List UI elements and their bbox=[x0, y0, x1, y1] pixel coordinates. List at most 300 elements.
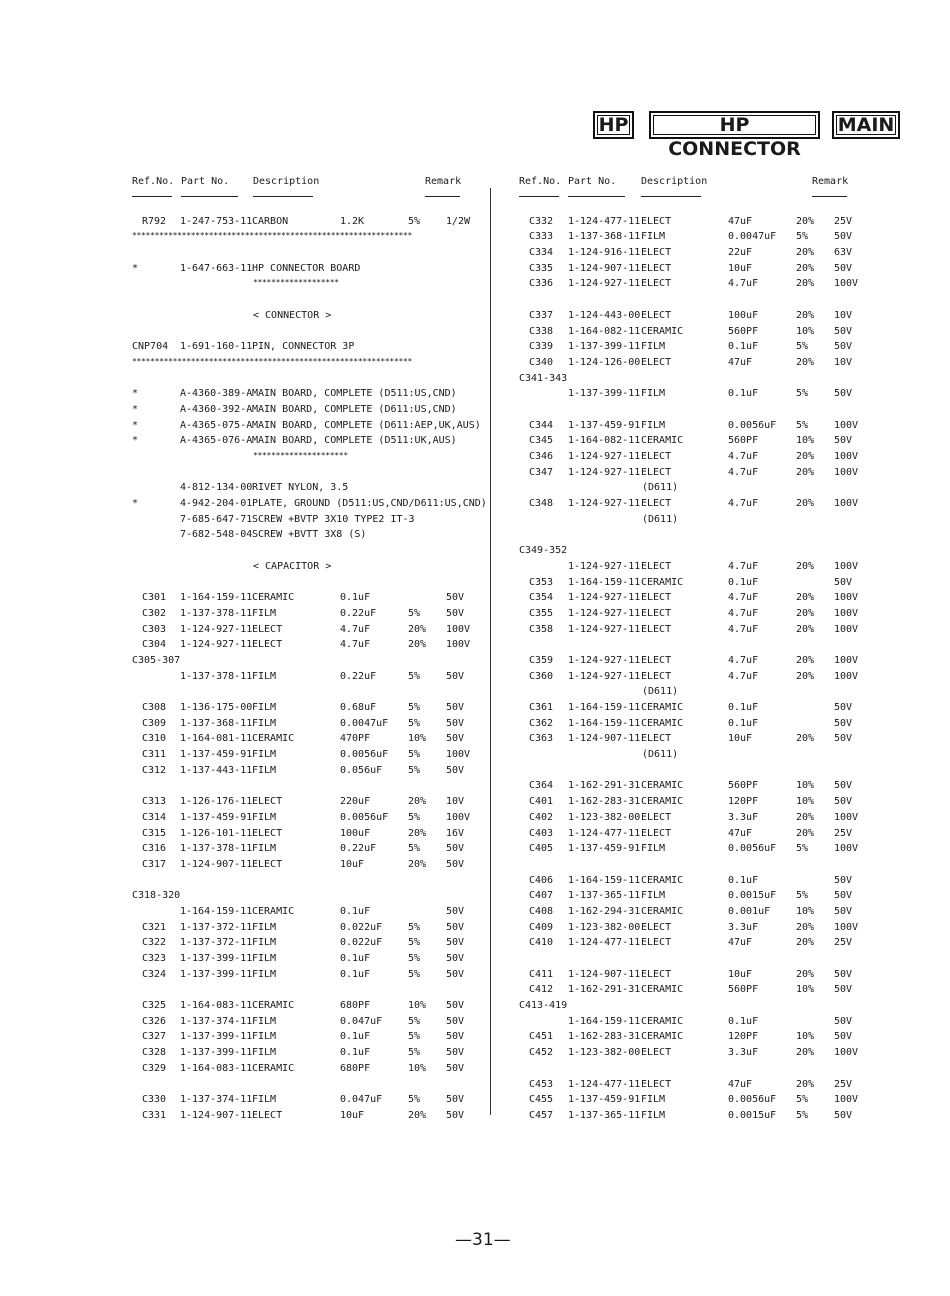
table-row bbox=[132, 796, 477, 812]
row-value: 120PF bbox=[728, 796, 759, 808]
row-rating: 100V bbox=[834, 592, 859, 604]
row-value: 0.1uF bbox=[340, 968, 371, 980]
row-ref: C361 bbox=[529, 702, 554, 713]
row-part-no: 1-164-159-11 bbox=[568, 576, 641, 588]
row-ref: C413-419 bbox=[519, 1000, 568, 1012]
row-description: FILM bbox=[641, 890, 666, 902]
header-underline bbox=[132, 196, 172, 197]
row-description: FILM bbox=[252, 1015, 277, 1027]
row-description: ELECT bbox=[641, 623, 672, 635]
row-ref: C330 bbox=[142, 1094, 167, 1106]
table-row bbox=[519, 1016, 864, 1032]
row-description: ELECT bbox=[252, 858, 283, 870]
row-value: 0.0015uF bbox=[728, 1109, 777, 1121]
table-row bbox=[132, 906, 477, 922]
separator-stars bbox=[132, 451, 477, 467]
row-value: 0.1uF bbox=[340, 592, 371, 604]
table-row bbox=[132, 969, 477, 985]
row-tolerance: 20% bbox=[796, 466, 815, 478]
row-value: 0.1uF bbox=[728, 388, 759, 400]
row-description: CERAMIC bbox=[252, 592, 295, 604]
row-description: ELECT bbox=[641, 247, 672, 259]
row-ref: C302 bbox=[142, 607, 167, 619]
row-ref: C401 bbox=[529, 796, 554, 808]
table-row bbox=[519, 671, 864, 687]
row-value: 3.3uF bbox=[728, 811, 759, 823]
row-tolerance: 20% bbox=[408, 623, 427, 635]
row-ref: C329 bbox=[142, 1062, 167, 1074]
row-ref: C345 bbox=[529, 435, 554, 447]
row-part-no: 1-124-927-11 bbox=[568, 592, 641, 604]
row-tolerance: 5% bbox=[408, 1015, 421, 1027]
row-value: 4.7uF bbox=[728, 278, 759, 290]
table-row bbox=[132, 1000, 477, 1016]
row-tolerance: 20% bbox=[796, 262, 815, 274]
row-description: ELECT bbox=[252, 796, 283, 808]
row-ref: C451 bbox=[529, 1031, 554, 1043]
table-row bbox=[519, 1110, 864, 1126]
row-tolerance: 5% bbox=[796, 843, 809, 855]
row-description: ELECT bbox=[641, 498, 672, 510]
row-ref: C313 bbox=[142, 796, 167, 808]
row-part-no: 1-123-382-00 bbox=[568, 921, 641, 933]
row-description: MAIN BOARD, COMPLETE (D511:UK,AUS) bbox=[252, 435, 457, 447]
row-description: FILM bbox=[252, 1031, 277, 1043]
row-ref: C341-343 bbox=[519, 372, 568, 384]
row-tolerance: 5% bbox=[408, 1031, 421, 1043]
row-tolerance: 20% bbox=[796, 670, 815, 682]
row-rating: 100V bbox=[834, 654, 859, 666]
row-part-no: 1-137-378-11 bbox=[180, 607, 253, 619]
row-rating: 10V bbox=[834, 309, 853, 321]
row-part-no: 1-123-382-00 bbox=[568, 1047, 641, 1059]
table-row bbox=[519, 341, 864, 357]
row-rating: 50V bbox=[834, 984, 853, 996]
table-row bbox=[132, 529, 477, 545]
row-part-no: 1-126-176-11 bbox=[180, 796, 253, 808]
blank-spacer bbox=[519, 1063, 864, 1079]
table-row bbox=[519, 984, 864, 1000]
table-row bbox=[132, 828, 477, 844]
row-value: 3.3uF bbox=[728, 1047, 759, 1059]
table-row bbox=[519, 890, 864, 906]
row-ref: C323 bbox=[142, 953, 167, 964]
row-description: CERAMIC bbox=[641, 435, 684, 447]
tab-hp-connector: HP CONNECTOR bbox=[649, 111, 820, 139]
row-rating: 25V bbox=[834, 1078, 853, 1090]
table-row bbox=[519, 451, 864, 467]
row-description: CERAMIC bbox=[641, 1031, 684, 1043]
table-row bbox=[132, 1094, 477, 1110]
row-ref: C457 bbox=[529, 1109, 554, 1121]
row-rating: 100V bbox=[834, 498, 859, 510]
row-value: 0.0047uF bbox=[340, 717, 389, 729]
row-part-no: 1-162-291-31 bbox=[568, 984, 641, 996]
row-rating: 50V bbox=[834, 702, 853, 713]
row-ref: C327 bbox=[142, 1031, 167, 1043]
row-rating: 50V bbox=[834, 968, 853, 980]
row-ref: C308 bbox=[142, 702, 167, 713]
row-value: 4.7uF bbox=[728, 466, 759, 478]
row-ref: C332 bbox=[529, 215, 554, 227]
row-rating: 50V bbox=[834, 717, 853, 729]
row-ref: C314 bbox=[142, 811, 167, 823]
row-ref: C349-352 bbox=[519, 545, 568, 557]
table-row bbox=[519, 514, 864, 530]
row-ref: C315 bbox=[142, 827, 167, 839]
row-value: 0.22uF bbox=[340, 843, 377, 855]
row-description: ELECT bbox=[252, 1109, 283, 1121]
row-value: 0.0056uF bbox=[728, 843, 777, 855]
row-part-no: 1-137-459-91 bbox=[180, 811, 253, 823]
row-tolerance: 20% bbox=[408, 1109, 427, 1121]
table-row bbox=[132, 922, 477, 938]
row-tolerance: 20% bbox=[796, 247, 815, 259]
row-tolerance: 20% bbox=[796, 811, 815, 823]
row-description: ELECT bbox=[641, 937, 672, 949]
blank-spacer bbox=[132, 686, 477, 702]
row-value: 0.1uF bbox=[340, 905, 371, 917]
row-description: CERAMIC bbox=[641, 1015, 684, 1027]
table-row bbox=[519, 1031, 864, 1047]
row-ref: C412 bbox=[529, 984, 554, 996]
blank-spacer bbox=[519, 200, 864, 216]
row-rating: 1/2W bbox=[446, 215, 471, 227]
row-part-no: 1-164-082-11 bbox=[568, 325, 641, 337]
row-part-no: 1-126-101-11 bbox=[180, 827, 253, 839]
row-ref: * bbox=[132, 403, 139, 415]
row-tolerance: 5% bbox=[408, 968, 421, 980]
row-rating: 100V bbox=[834, 811, 859, 823]
separator-text: ************************************************************** bbox=[132, 356, 413, 366]
row-value: 0.1uF bbox=[728, 874, 759, 886]
table-row bbox=[519, 482, 864, 498]
row-rating: 50V bbox=[834, 890, 853, 902]
row-tolerance: 5% bbox=[408, 749, 421, 761]
table-row bbox=[132, 482, 477, 498]
row-description: ELECT bbox=[641, 592, 672, 604]
row-description: FILM bbox=[641, 231, 666, 243]
blank-spacer bbox=[519, 639, 864, 655]
row-part-no: 1-136-175-00 bbox=[180, 702, 253, 713]
table-row bbox=[519, 231, 864, 247]
row-tolerance: 20% bbox=[408, 827, 427, 839]
row-rating: 25V bbox=[834, 827, 853, 839]
row-part-no: 1-162-291-31 bbox=[568, 780, 641, 792]
row-ref: * bbox=[132, 262, 139, 274]
row-ref: C310 bbox=[142, 733, 167, 745]
row-description: ELECT bbox=[641, 670, 672, 682]
row-part-no: 1-164-083-11 bbox=[180, 1000, 253, 1012]
row-value: 0.1uF bbox=[728, 717, 759, 729]
row-value: 0.0056uF bbox=[728, 419, 777, 431]
row-description: CERAMIC bbox=[641, 905, 684, 917]
row-description: ELECT bbox=[641, 1047, 672, 1059]
left-parts-list bbox=[132, 200, 487, 1126]
section-title: < CONNECTOR > bbox=[253, 309, 332, 321]
row-value: 0.0056uF bbox=[728, 1094, 777, 1106]
table-row bbox=[519, 796, 864, 812]
table-row bbox=[519, 624, 864, 640]
row-description: ELECT bbox=[641, 215, 672, 227]
row-ref: C336 bbox=[529, 278, 554, 290]
row-tolerance: 20% bbox=[796, 623, 815, 635]
row-description: RIVET NYLON, 3.5 bbox=[252, 482, 349, 494]
row-tolerance: 5% bbox=[408, 953, 421, 964]
row-ref: C338 bbox=[529, 325, 554, 337]
row-value: 4.7uF bbox=[340, 639, 371, 651]
row-value: 220uF bbox=[340, 796, 371, 808]
row-description: CERAMIC bbox=[641, 874, 684, 886]
row-description: CERAMIC bbox=[252, 905, 295, 917]
row-rating: 50V bbox=[446, 717, 465, 729]
row-remark: (D611) bbox=[642, 686, 679, 698]
table-row bbox=[519, 388, 864, 404]
row-value: 10uF bbox=[340, 858, 365, 870]
row-description: MAIN BOARD, COMPLETE (D611:AEP,UK,AUS) bbox=[252, 419, 481, 431]
row-part-no: 1-137-368-11 bbox=[568, 231, 641, 243]
row-value: 4.7uF bbox=[340, 623, 371, 635]
row-part-no: 1-137-399-11 bbox=[180, 953, 253, 964]
row-value: 0.1uF bbox=[728, 576, 759, 588]
header-underline bbox=[641, 196, 701, 197]
table-row bbox=[132, 1016, 477, 1032]
row-description: FILM bbox=[641, 388, 666, 400]
row-part-no: 1-124-477-11 bbox=[568, 215, 641, 227]
row-ref: C337 bbox=[529, 309, 554, 321]
row-description: ELECT bbox=[641, 309, 672, 321]
table-row bbox=[519, 906, 864, 922]
table-row bbox=[519, 608, 864, 624]
row-value: 10uF bbox=[728, 733, 753, 745]
row-description: ELECT bbox=[641, 356, 672, 368]
row-tolerance: 20% bbox=[796, 592, 815, 604]
row-description: ELECT bbox=[641, 968, 672, 980]
table-row bbox=[519, 733, 864, 749]
row-part-no: 1-137-365-11 bbox=[568, 890, 641, 902]
row-tolerance: 20% bbox=[796, 1078, 815, 1090]
row-tolerance: 20% bbox=[796, 278, 815, 290]
row-part-no: 1-124-927-11 bbox=[568, 560, 641, 572]
row-value: 470PF bbox=[340, 733, 371, 745]
row-description: SCREW +BVTP 3X10 TYPE2 IT-3 bbox=[252, 513, 415, 525]
row-rating: 100V bbox=[834, 607, 859, 619]
blank-spacer bbox=[132, 200, 477, 216]
separator-text: ******************* bbox=[253, 278, 339, 288]
table-row bbox=[519, 1000, 864, 1016]
blank-spacer bbox=[519, 953, 864, 969]
row-description: SCREW +BVTT 3X8 (S) bbox=[252, 529, 367, 541]
table-row bbox=[132, 890, 477, 906]
row-tolerance: 20% bbox=[408, 858, 427, 870]
row-tolerance: 5% bbox=[796, 419, 809, 431]
row-description: ELECT bbox=[641, 811, 672, 823]
row-ref: C362 bbox=[529, 717, 554, 729]
table-row bbox=[519, 702, 864, 718]
row-rating: 50V bbox=[446, 764, 465, 776]
row-part-no: 1-164-159-11 bbox=[180, 592, 253, 604]
row-rating: 50V bbox=[446, 1094, 465, 1106]
table-row bbox=[132, 702, 477, 718]
row-description: FILM bbox=[252, 717, 277, 729]
row-ref: C402 bbox=[529, 811, 554, 823]
table-row bbox=[132, 655, 477, 671]
table-row bbox=[132, 404, 477, 420]
blank-spacer bbox=[519, 765, 864, 781]
row-description: ELECT bbox=[641, 278, 672, 290]
row-value: 0.056uF bbox=[340, 764, 383, 776]
row-part-no: 1-137-365-11 bbox=[568, 1109, 641, 1121]
table-row bbox=[519, 498, 864, 514]
row-value: 10uF bbox=[728, 968, 753, 980]
row-value: 10uF bbox=[340, 1109, 365, 1121]
table-row bbox=[132, 1047, 477, 1063]
row-rating: 100V bbox=[834, 466, 859, 478]
blank-spacer bbox=[132, 577, 477, 593]
row-tolerance: 20% bbox=[796, 1047, 815, 1059]
row-description: MAIN BOARD, COMPLETE (D611:US,CND) bbox=[252, 403, 457, 415]
blank-spacer bbox=[132, 467, 477, 483]
row-rating: 50V bbox=[446, 937, 465, 949]
row-ref: C410 bbox=[529, 937, 554, 949]
row-tolerance: 20% bbox=[408, 796, 427, 808]
row-value: 4.7uF bbox=[728, 623, 759, 635]
row-value: 0.68uF bbox=[340, 702, 377, 713]
row-description: ELECT bbox=[252, 623, 283, 635]
row-rating: 100V bbox=[834, 921, 859, 933]
row-description: FILM bbox=[252, 1094, 277, 1106]
row-description: FILM bbox=[641, 1094, 666, 1106]
row-ref: C321 bbox=[142, 921, 167, 933]
right-parts-column bbox=[519, 176, 864, 1126]
row-description: CERAMIC bbox=[252, 733, 295, 745]
table-row bbox=[519, 1079, 864, 1095]
row-part-no: 1-137-399-11 bbox=[568, 341, 641, 353]
page-number: —31— bbox=[455, 1230, 511, 1250]
row-ref: C318-320 bbox=[132, 890, 181, 902]
row-description: MAIN BOARD, COMPLETE (D511:US,CND) bbox=[252, 388, 457, 400]
row-tolerance: 10% bbox=[796, 325, 815, 337]
row-part-no: 1-124-927-11 bbox=[568, 498, 641, 510]
blank-spacer bbox=[132, 326, 477, 342]
row-part-no: 1-137-459-91 bbox=[568, 1094, 641, 1106]
row-rating: 63V bbox=[834, 247, 853, 259]
row-rating: 50V bbox=[834, 905, 853, 917]
row-description: ELECT bbox=[641, 451, 672, 462]
table-row bbox=[519, 843, 864, 859]
row-part-no: 1-137-399-11 bbox=[180, 968, 253, 980]
row-description: FILM bbox=[641, 843, 666, 855]
row-description: CERAMIC bbox=[641, 984, 684, 996]
row-rating: 50V bbox=[834, 231, 853, 243]
row-ref: C340 bbox=[529, 356, 554, 368]
row-rating: 25V bbox=[834, 937, 853, 949]
row-description: FILM bbox=[252, 968, 277, 980]
row-part-no: 1-124-477-11 bbox=[568, 827, 641, 839]
row-ref: C309 bbox=[142, 717, 167, 729]
table-row bbox=[132, 624, 477, 640]
row-ref: C407 bbox=[529, 890, 554, 902]
row-value: 4.7uF bbox=[728, 498, 759, 510]
row-tolerance: 20% bbox=[796, 451, 815, 462]
table-row bbox=[519, 577, 864, 593]
table-row bbox=[519, 357, 864, 373]
row-tolerance: 5% bbox=[408, 921, 421, 933]
row-value: 4.7uF bbox=[728, 654, 759, 666]
table-row bbox=[519, 828, 864, 844]
table-row bbox=[519, 435, 864, 451]
table-row bbox=[132, 388, 477, 404]
table-row bbox=[519, 467, 864, 483]
table-row bbox=[519, 561, 864, 577]
row-tolerance: 10% bbox=[796, 905, 815, 917]
row-ref: C354 bbox=[529, 592, 554, 604]
row-tolerance: 10% bbox=[796, 780, 815, 792]
row-rating: 50V bbox=[834, 262, 853, 274]
row-part-no: 1-137-368-11 bbox=[180, 717, 253, 729]
row-value: 22uF bbox=[728, 247, 753, 259]
row-value: 560PF bbox=[728, 780, 759, 792]
row-rating: 50V bbox=[446, 1000, 465, 1012]
row-description: ELECT bbox=[641, 466, 672, 478]
row-part-no: 1-164-159-11 bbox=[568, 702, 641, 713]
row-tolerance: 5% bbox=[408, 717, 421, 729]
table-row bbox=[132, 1063, 477, 1079]
row-ref: C411 bbox=[529, 968, 554, 980]
row-tolerance: 20% bbox=[796, 498, 815, 510]
right-parts-list bbox=[519, 200, 864, 1126]
row-rating: 50V bbox=[446, 607, 465, 619]
header-underline bbox=[181, 196, 238, 197]
row-ref: C452 bbox=[529, 1047, 554, 1059]
table-row bbox=[519, 937, 864, 953]
row-description: ELECT bbox=[641, 733, 672, 745]
row-part-no: 1-124-927-11 bbox=[568, 451, 641, 462]
row-tolerance: 5% bbox=[796, 1109, 809, 1121]
row-tolerance: 5% bbox=[408, 811, 421, 823]
row-tolerance: 20% bbox=[796, 560, 815, 572]
row-part-no: 1-124-927-11 bbox=[568, 670, 641, 682]
row-value: 560PF bbox=[728, 435, 759, 447]
row-tolerance: 20% bbox=[796, 309, 815, 321]
table-row bbox=[132, 953, 477, 969]
header-underline bbox=[253, 196, 313, 197]
table-row bbox=[519, 922, 864, 938]
row-value: 10uF bbox=[728, 262, 753, 274]
table-row bbox=[132, 812, 477, 828]
row-rating: 100V bbox=[834, 560, 859, 572]
tab-main: MAIN bbox=[832, 111, 900, 139]
header-part-no: Part No. bbox=[568, 176, 617, 187]
row-tolerance: 5% bbox=[796, 341, 809, 353]
row-rating: 50V bbox=[446, 905, 465, 917]
row-part-no: 1-137-378-11 bbox=[180, 670, 253, 682]
header-underline bbox=[568, 196, 625, 197]
row-part-no: 1-162-283-31 bbox=[568, 1031, 641, 1043]
row-rating: 50V bbox=[446, 1015, 465, 1027]
row-description: FILM bbox=[252, 953, 277, 964]
row-tolerance: 5% bbox=[796, 388, 809, 400]
row-tolerance: 5% bbox=[408, 1047, 421, 1059]
row-value: 0.047uF bbox=[340, 1094, 383, 1106]
row-ref: C312 bbox=[142, 764, 167, 776]
row-rating: 50V bbox=[446, 1047, 465, 1059]
row-ref: C328 bbox=[142, 1047, 167, 1059]
row-part-no: 1-124-907-11 bbox=[180, 1109, 253, 1121]
row-description: CERAMIC bbox=[641, 796, 684, 808]
row-ref: C455 bbox=[529, 1094, 554, 1106]
blank-spacer bbox=[132, 373, 477, 389]
